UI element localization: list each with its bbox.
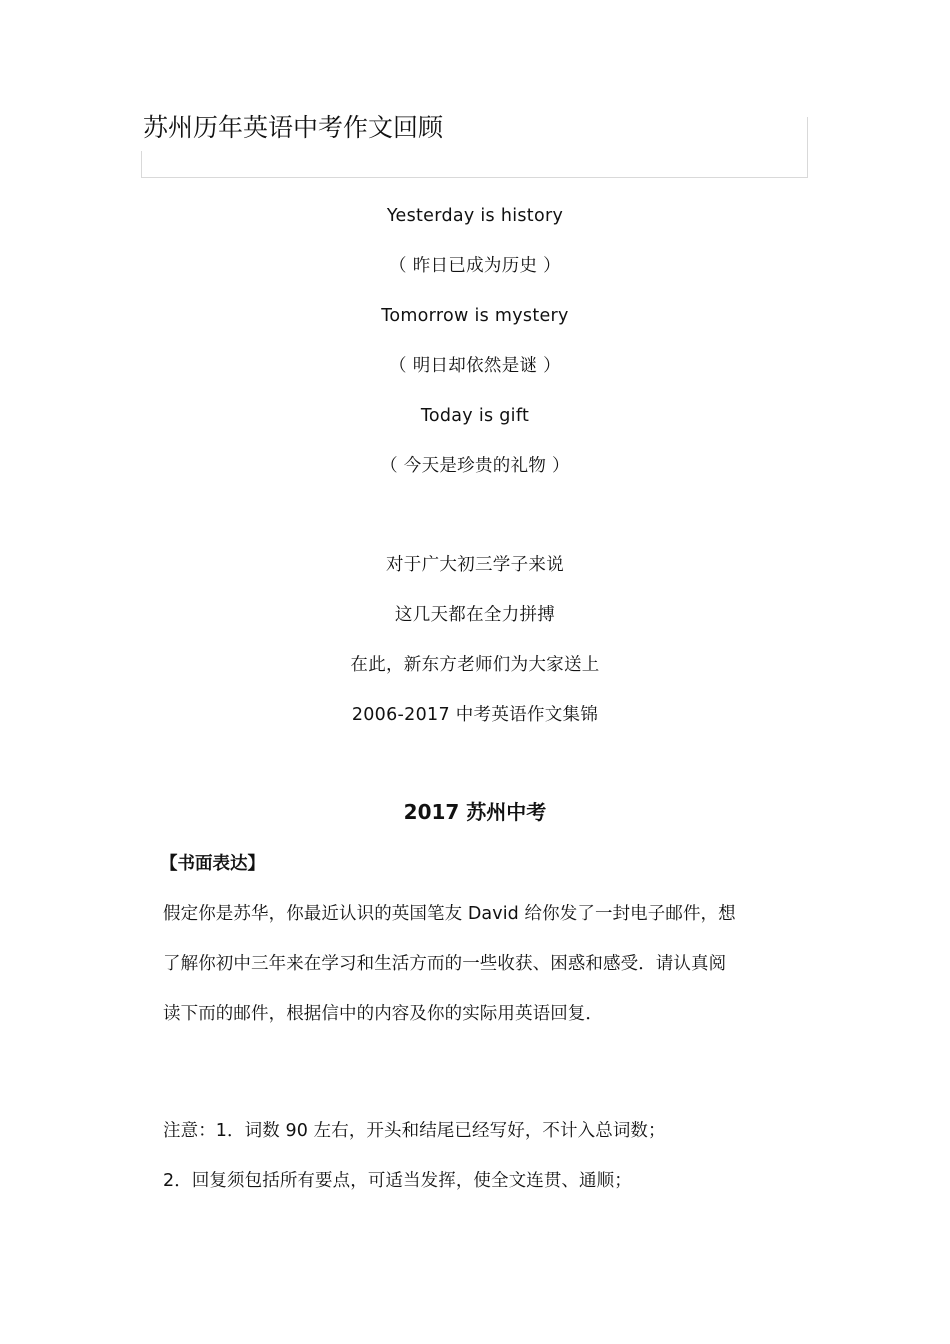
section-heading: 2017 苏州中考 <box>403 800 547 824</box>
title-frame-left-rule <box>141 151 142 177</box>
document-title: 苏州历年英语中考作文回顾 <box>143 113 444 142</box>
section-label: 【书面表达】 <box>160 854 265 874</box>
notes-line-2: 2．回复须包括所有要点，可适当发挥，使全文连贯、通顺； <box>163 1171 632 1191</box>
intro-line-1: 对于广大初三学子来说 <box>386 555 564 575</box>
poem-line-5: Today is gift <box>420 406 530 426</box>
poem-line-6: （ 今天是珍贵的礼物 ） <box>380 456 570 476</box>
poem-line-3: Tomorrow is mystery <box>381 306 569 326</box>
intro-line-4: 2006-2017 中考英语作文集锦 <box>351 705 599 725</box>
intro-line-3: 在此，新东方老师们为大家送上 <box>350 655 600 675</box>
poem-line-1: Yesterday is history <box>386 206 564 226</box>
intro-line-2: 这几天都在全力拼搏 <box>394 605 556 625</box>
poem-line-4: （ 明日却依然是谜 ） <box>389 356 561 376</box>
prompt-line-1: 假定你是苏华，你最近认识的英国笔友 David 给你发了一封电子邮件，想 <box>163 904 736 924</box>
poem-line-2: （ 昨日已成为历史 ） <box>389 256 561 276</box>
notes-line-1: 注意：1．词数 90 左右，开头和结尾已经写好，不计入总词数； <box>163 1121 666 1141</box>
prompt-line-3: 读下而的邮件，根据信中的内容及你的实际用英语回复． <box>163 1004 603 1024</box>
prompt-line-2: 了解你初中三年来在学习和生活方而的一些收获、困惑和感受．请认真阅 <box>163 954 727 974</box>
